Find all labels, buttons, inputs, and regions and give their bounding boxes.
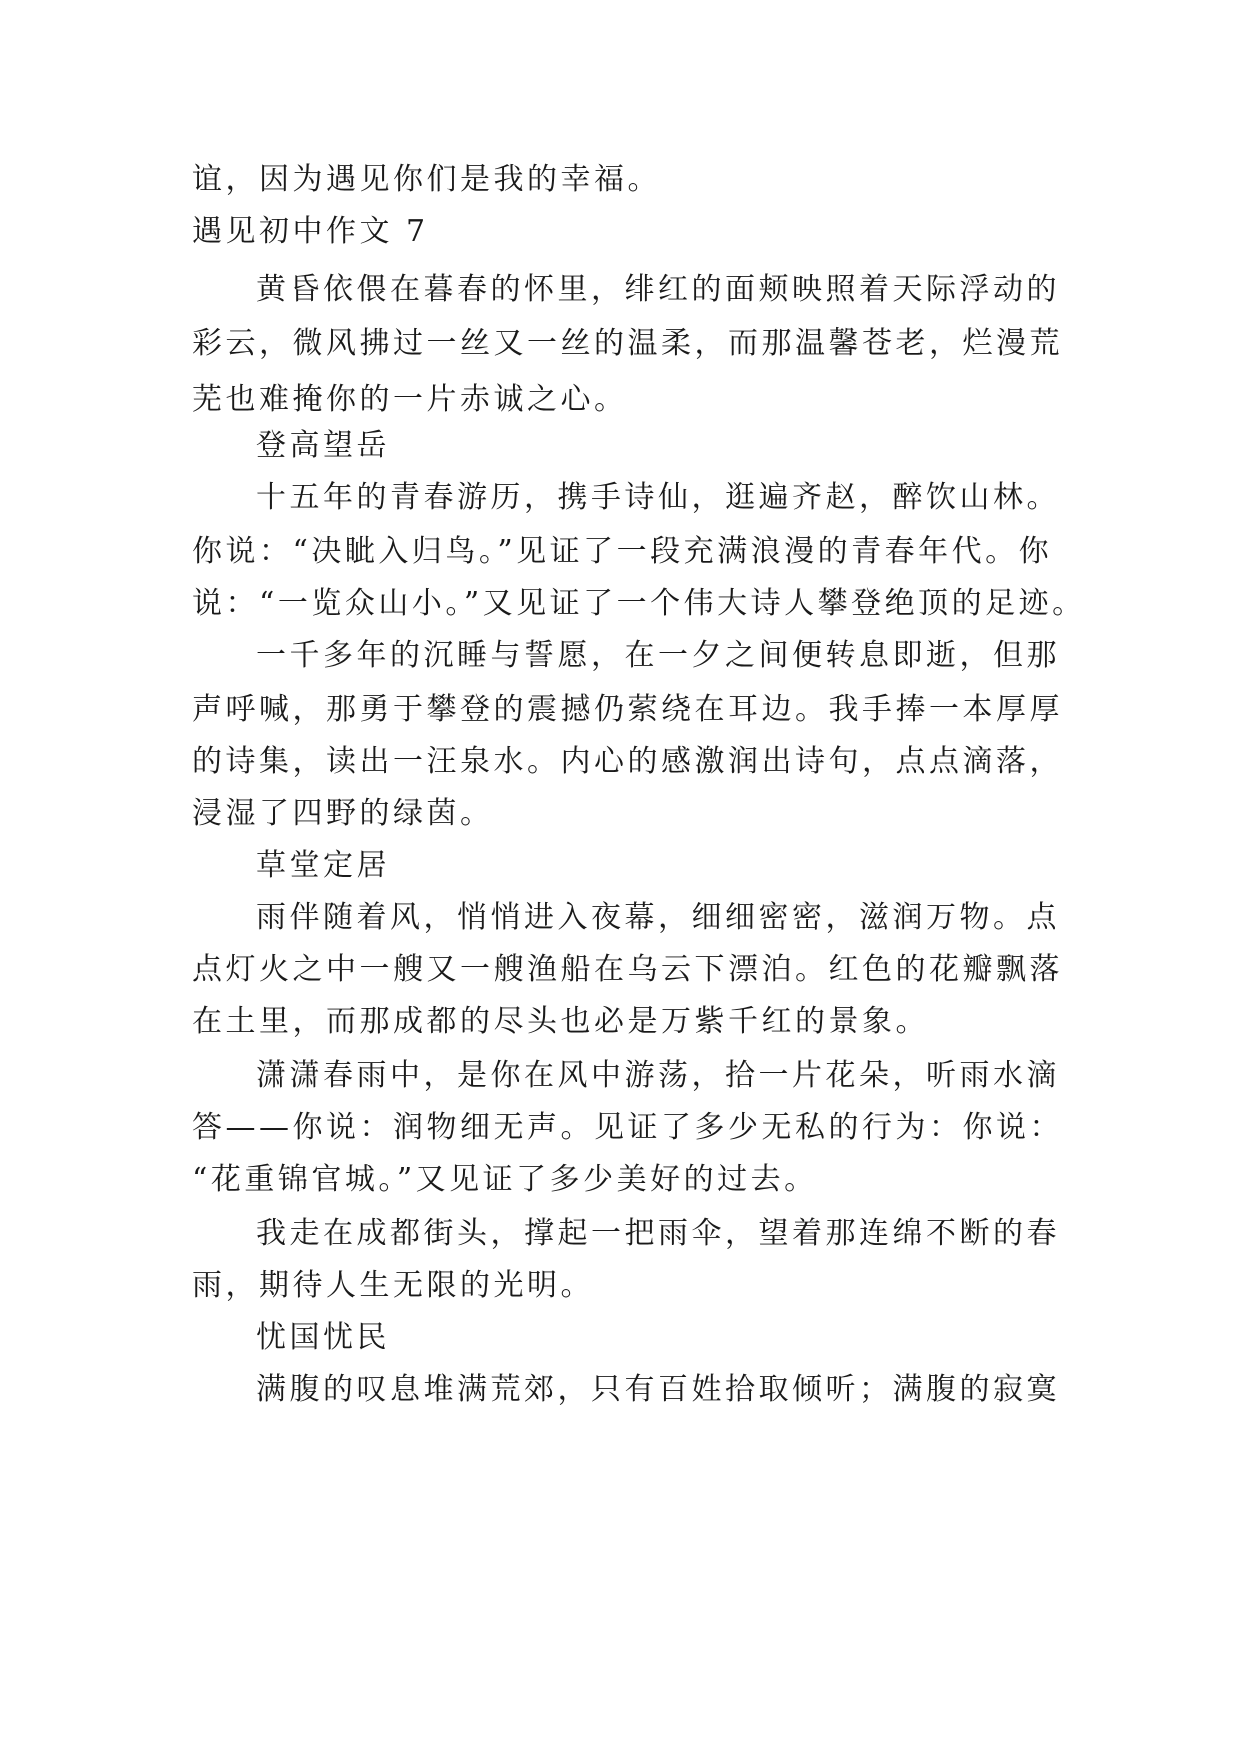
- paragraph-line: 说：“一览众山小。”又见证了一个伟大诗人攀登绝顶的足迹。: [192, 586, 1086, 621]
- paragraph-line: 在土里，而那成都的尽头也必是万紫千红的景象。: [192, 1004, 929, 1039]
- subheading: 忧国忧民: [256, 1320, 390, 1355]
- paragraph-line: 声呼喊，那勇于攀登的震撼仍萦绕在耳边。我手捧一本厚厚: [192, 692, 1063, 727]
- subheading: 草堂定居: [256, 848, 390, 883]
- paragraph-line: 谊，因为遇见你们是我的幸福。: [192, 162, 661, 197]
- paragraph-line: 答——你说：润物细无声。见证了多少无私的行为：你说：: [192, 1110, 1063, 1145]
- subheading: 登高望岳: [256, 428, 390, 463]
- paragraph-line: 潇潇春雨中，是你在风中游荡，拾一片花朵，听雨水滴: [256, 1058, 1060, 1093]
- paragraph-line: “花重锦官城。”又见证了多少美好的过去。: [192, 1162, 818, 1197]
- paragraph-line: 一千多年的沉睡与誓愿，在一夕之间便转息即逝，但那: [256, 638, 1060, 673]
- paragraph-line: 黄昏依偎在暮春的怀里，绯红的面颊映照着天际浮动的: [256, 272, 1060, 307]
- paragraph-line: 浸湿了四野的绿茵。: [192, 796, 494, 831]
- paragraph-line: 我走在成都街头，撑起一把雨伞，望着那连绵不断的春: [256, 1216, 1060, 1251]
- paragraph-line: 你说：“决眦入归鸟。”见证了一段充满浪漫的青春年代。你: [192, 534, 1053, 569]
- paragraph-line: 芜也难掩你的一片赤诚之心。: [192, 382, 628, 417]
- section-title: 遇见初中作文 7: [192, 214, 429, 249]
- paragraph-line: 十五年的青春游历，携手诗仙，逛遍齐赵，醉饮山林。: [256, 480, 1060, 515]
- paragraph-line: 满腹的叹息堆满荒郊，只有百姓拾取倾听；满腹的寂寞: [256, 1372, 1060, 1407]
- paragraph-line: 雨，期待人生无限的光明。: [192, 1268, 594, 1303]
- paragraph-line: 彩云，微风拂过一丝又一丝的温柔，而那温馨苍老，烂漫荒: [192, 326, 1063, 361]
- paragraph-line: 的诗集，读出一汪泉水。内心的感激润出诗句，点点滴落，: [192, 744, 1063, 779]
- paragraph-line: 雨伴随着风，悄悄进入夜幕，细细密密，滋润万物。点: [256, 900, 1060, 935]
- paragraph-line: 点灯火之中一艘又一艘渔船在乌云下漂泊。红色的花瓣飘落: [192, 952, 1063, 987]
